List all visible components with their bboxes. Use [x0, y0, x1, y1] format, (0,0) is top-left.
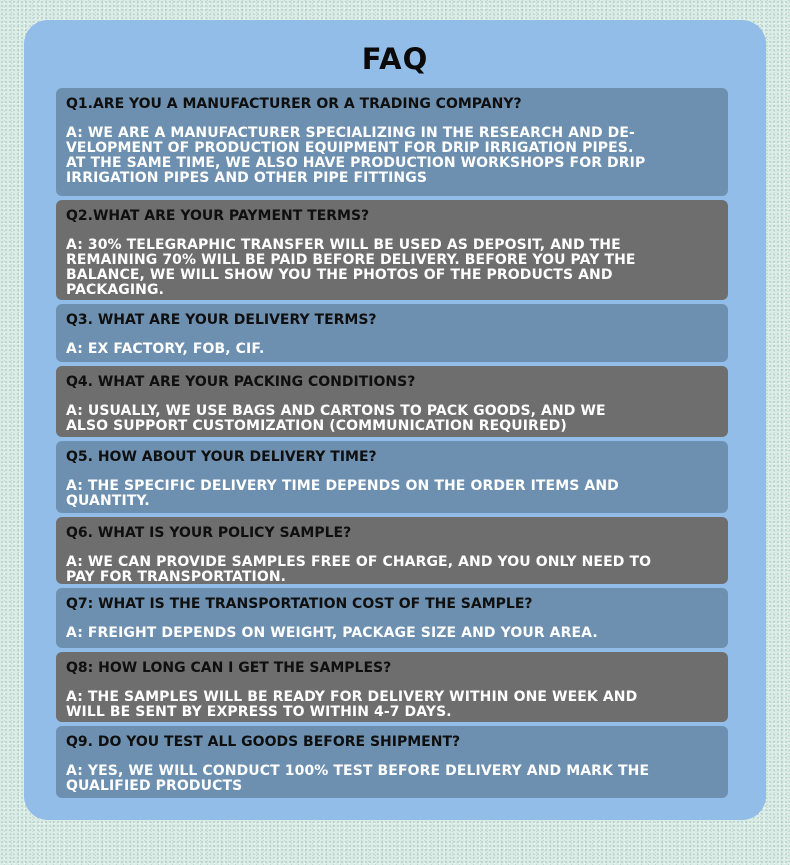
faq-answer: A: USUALLY, WE USE BAGS AND CARTONS TO PACK GOODS, AND WE ALSO SUPPORT CUSTOMIZATION (COMMUNICATION REQUIRED): [66, 403, 606, 434]
faq-question: Q1.ARE YOU A MANUFACTURER OR A TRADING COMPANY?: [66, 96, 522, 112]
faq-question: Q7: WHAT IS THE TRANSPORTATION COST OF THE SAMPLE?: [66, 596, 533, 612]
faq-question: Q4. WHAT ARE YOUR PACKING CONDITIONS?: [66, 374, 416, 390]
faq-question: Q8: HOW LONG CAN I GET THE SAMPLES?: [66, 660, 392, 676]
faq-item-7: [56, 588, 728, 648]
faq-question: Q5. HOW ABOUT YOUR DELIVERY TIME?: [66, 449, 377, 465]
faq-answer: A: WE CAN PROVIDE SAMPLES FREE OF CHARGE, AND YOU ONLY NEED TO PAY FOR TRANSPORTATION.: [66, 554, 652, 584]
page-title: FAQ: [361, 42, 429, 76]
faq-question: Q2.WHAT ARE YOUR PAYMENT TERMS?: [66, 208, 370, 224]
faq-item-5: [56, 441, 728, 513]
faq-item-1: [56, 88, 728, 196]
faq-question: Q3. WHAT ARE YOUR DELIVERY TERMS?: [66, 312, 377, 328]
faq-item-9: [56, 726, 728, 798]
faq-question: Q6. WHAT IS YOUR POLICY SAMPLE?: [66, 525, 352, 541]
faq-item-8: [56, 652, 728, 722]
faq-answer: A: FREIGHT DEPENDS ON WEIGHT, PACKAGE SIZE AND YOUR AREA.: [66, 625, 598, 641]
faq-answer: A: THE SPECIFIC DELIVERY TIME DEPENDS ON THE ORDER ITEMS AND QUANTITY.: [66, 478, 619, 509]
faq-answer: A: THE SAMPLES WILL BE READY FOR DELIVERY WITHIN ONE WEEK AND WILL BE SENT BY EXPRESS TO WITHIN 4-7 DAYS.: [66, 689, 638, 720]
faq-item-6: [56, 517, 728, 584]
faq-item-2: [56, 200, 728, 300]
faq-answer: A: WE ARE A MANUFACTURER SPECIALIZING IN THE RESEARCH AND DE- VELOPMENT OF PRODUCTION EQUIPMENT FOR DRIP IRRIGATION PIPES. AT THE SAME TIME, WE ALSO HAVE PRODUCTION WORKSHOPS FOR DRIP IRRIGATION PIPES AND OTHER PIPE FITTINGS: [66, 125, 646, 186]
faq-answer: A: YES, WE WILL CONDUCT 100% TEST BEFORE DELIVERY AND MARK THE QUALIFIED PRODUCTS: [66, 763, 650, 794]
faq-answer: A: EX FACTORY, FOB, CIF.: [66, 341, 265, 357]
faq-question: Q9. DO YOU TEST ALL GOODS BEFORE SHIPMENT?: [66, 734, 461, 750]
faq-answer: A: 30% TELEGRAPHIC TRANSFER WILL BE USED AS DEPOSIT, AND THE REMAINING 70% WILL BE PAID BEFORE DELIVERY. BEFORE YOU PAY THE BALANCE, WE WILL SHOW YOU THE PHOTOS OF THE PRODUCTS AND PACKAGING.: [66, 237, 636, 298]
faq-item-3: [56, 304, 728, 362]
faq-item-4: [56, 366, 728, 437]
